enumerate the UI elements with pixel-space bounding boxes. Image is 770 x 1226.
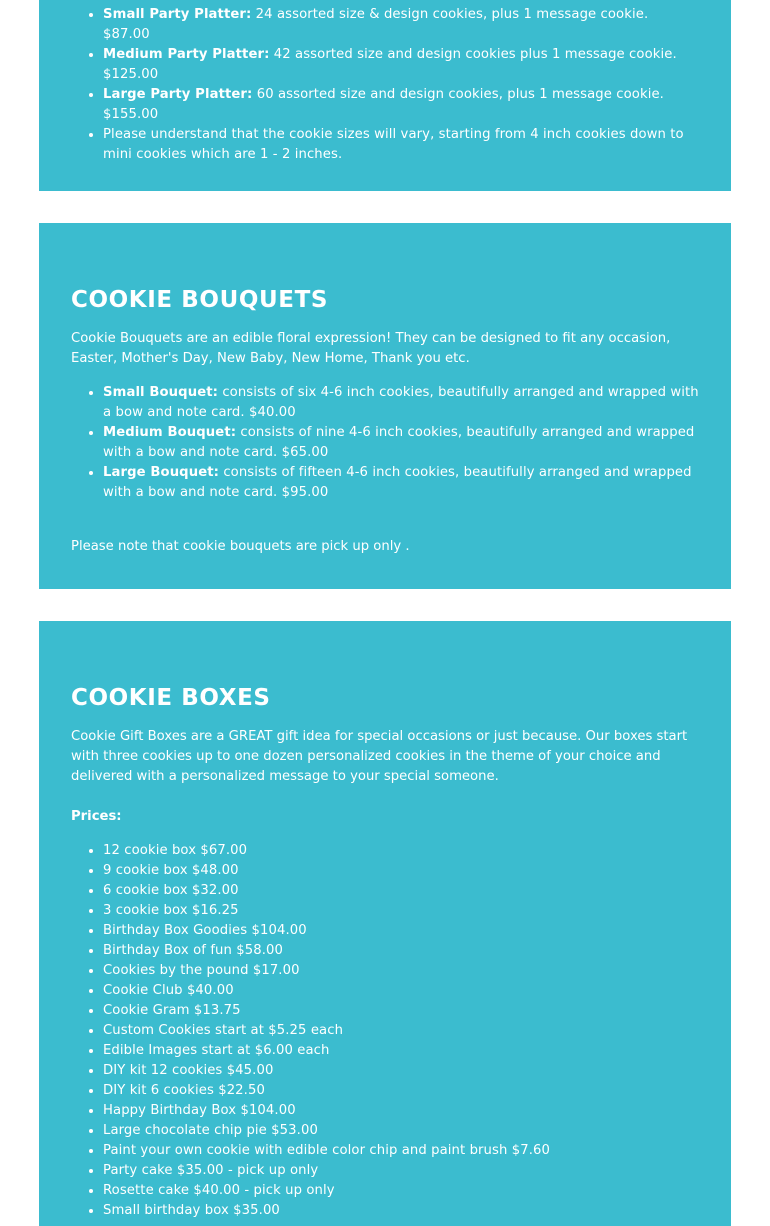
- item-desc: consists of nine 4-6 inch cookies, beautifully arranged and wrapped with a bow and note card. $65.00: [103, 425, 695, 460]
- price-list: [71, 841, 699, 1221]
- price-item: • Birthday Box Goodies $104.00: [103, 921, 699, 941]
- section-intro: Cookie Bouquets are an edible floral expression! They can be designed to fit any occasion, Easter, Mother's Day, New Baby, New Home, Thank you etc.: [71, 331, 671, 366]
- price-item: • Cookie Club $40.00: [103, 981, 699, 1001]
- list-item: [103, 383, 699, 423]
- boxes-panel: [39, 621, 731, 1226]
- list-item: [103, 463, 699, 503]
- platters-panel: [39, 0, 731, 191]
- item-desc: consists of six 4-6 inch cookies, beautifully arranged and wrapped with a bow and note card. $40.00: [103, 385, 699, 420]
- price-item: • 6 cookie box $32.00: [103, 881, 699, 901]
- price-item: • Cookies by the pound $17.00: [103, 961, 699, 981]
- item-name: Large Party Platter:: [103, 87, 253, 102]
- price-item: • 3 cookie box $16.25: [103, 901, 699, 921]
- price-item: • Custom Cookies start at $5.25 each: [103, 1021, 699, 1041]
- item-desc: 24 assorted size & design cookies, plus 1 message cookie. $87.00: [103, 7, 649, 42]
- item-name: Small Bouquet:: [103, 385, 219, 400]
- platter-list: [71, 5, 699, 165]
- list-item: [103, 5, 699, 45]
- price-item: • Rosette cake $40.00 - pick up only: [103, 1181, 699, 1201]
- item-desc: 60 assorted size and design cookies, plus 1 message cookie. $155.00: [103, 87, 664, 122]
- price-item: • Happy Birthday Box $104.00: [103, 1101, 699, 1121]
- list-item: [103, 125, 699, 165]
- bouquet-list: [71, 383, 699, 503]
- price-item: • Party cake $35.00 - pick up only: [103, 1161, 699, 1181]
- price-item: • Cookie Gram $13.75: [103, 1001, 699, 1021]
- item-desc: 42 assorted size and design cookies plus 1 message cookie. $125.00: [103, 47, 677, 82]
- price-item: • Small birthday box $35.00: [103, 1201, 699, 1221]
- prices-label: Prices:: [71, 809, 122, 824]
- item-name: Medium Party Platter:: [103, 47, 270, 62]
- price-item: • DIY kit 12 cookies $45.00: [103, 1061, 699, 1081]
- item-desc: Please understand that the cookie sizes will vary, starting from 4 inch cookies down to mini cookies which are 1 - 2 inches.: [103, 127, 684, 162]
- list-item: [103, 45, 699, 85]
- price-item: • Birthday Box of fun $58.00: [103, 941, 699, 961]
- price-item: • 9 cookie box $48.00: [103, 861, 699, 881]
- item-name: Small Party Platter:: [103, 7, 252, 22]
- item-name: Medium Bouquet:: [103, 425, 237, 440]
- price-item: • DIY kit 6 cookies $22.50: [103, 1081, 699, 1101]
- item-name: Large Bouquet:: [103, 465, 220, 480]
- pickup-note: Please note that cookie bouquets are pick up only .: [71, 539, 410, 554]
- list-item: [103, 423, 699, 463]
- item-desc: consists of fifteen 4-6 inch cookies, beautifully arranged and wrapped with a bow and note card. $95.00: [103, 465, 692, 500]
- price-item: • 12 cookie box $67.00: [103, 841, 699, 861]
- price-item: • Large chocolate chip pie $53.00: [103, 1121, 699, 1141]
- section-title: COOKIE BOUQUETS: [71, 287, 329, 313]
- price-item: • Paint your own cookie with edible color chip and paint brush $7.60: [103, 1141, 699, 1161]
- list-item: [103, 85, 699, 125]
- section-intro: Cookie Gift Boxes are a GREAT gift idea for special occasions or just because. Our boxes start with three cookies up to one dozen personalized cookies in the theme of your choice and delivered with a personalized message to your special someone.: [71, 729, 688, 784]
- bouquets-panel: [39, 223, 731, 589]
- section-title: COOKIE BOXES: [71, 685, 271, 711]
- price-item: • Edible Images start at $6.00 each: [103, 1041, 699, 1061]
